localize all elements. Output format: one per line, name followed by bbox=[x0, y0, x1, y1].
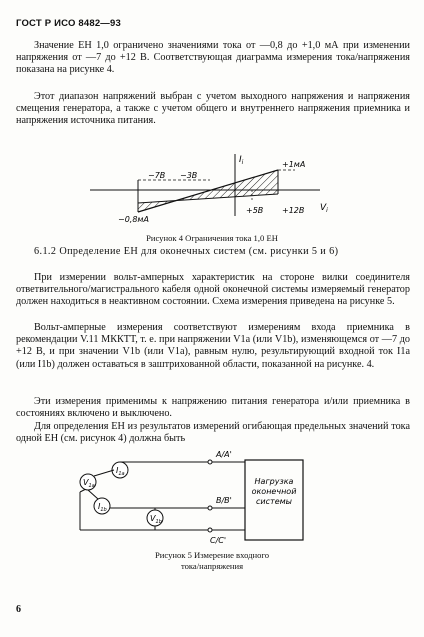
svg-text:V1a: $V_{1a}$ bbox=[83, 478, 95, 489]
document-header: ГОСТ Р ИСО 8482—93 bbox=[16, 18, 121, 29]
svg-text:V1b: $V_{1b}$ bbox=[150, 514, 162, 525]
minus-08ma-label: −0,8мА bbox=[118, 215, 149, 224]
page-number: 6 bbox=[16, 604, 21, 615]
svg-text:B/B': B/B' bbox=[216, 496, 232, 505]
paragraph-measurement-setup: При измерении вольт-амперных характеристик на стороне вилки соединителя ответвительного/магистрального кабеля одной оконечной системы измеряемый генератор должен находиться в неактивном состоянии. Схема измерения приведена на рисунке 5. bbox=[16, 272, 410, 308]
v-axis-label: $V_i$ bbox=[320, 203, 328, 214]
figure-4-current-limits bbox=[20, 150, 410, 240]
section-heading-6-1-2: 6.1.2 Определение EH для оконечных систем (см. рисунки 5 и 6) bbox=[34, 246, 339, 257]
plus-1ma-label: +1мА bbox=[282, 160, 306, 169]
svg-text:системы: системы bbox=[256, 497, 292, 506]
svg-text:C/C': C/C' bbox=[210, 536, 227, 545]
paragraph-applicability: Эти измерения применимы к напряжению питания генератора и/или приемника в состояниях включено и выключено. bbox=[16, 396, 410, 420]
svg-text:I1a: $I_{1a}$ bbox=[116, 466, 125, 477]
svg-text:A/A': A/A' bbox=[216, 450, 232, 459]
paragraph-va-measurements: Вольт-амперные измерения соответствуют измерениям входа приемника в рекомендации V.11 МККТТ, т. е. при напряжении V1a (или V1b), изменяющемся от —7 до +12 В, и при значении V1b (или V1a), равным нулю, результирующий входной ток I1a (или I1b) должен оставаться в заштрихованной области, показанной на рисунке. 4. bbox=[16, 322, 410, 370]
svg-text:оконечной: оконечной bbox=[251, 487, 297, 496]
paragraph-voltage-range: Этот диапазон напряжений выбран с учетом выходного напряжения и напряжения смещения генератора, а также с учетом общего и внутреннего напряжения приемника и напряжения источника питания. bbox=[16, 91, 410, 127]
paragraph-eh-envelope: Для определения EH из результатов измерений огибающая предельных значений тока одной EH (см. рисунок 4) должна быть bbox=[16, 421, 410, 445]
figure-4-caption: Рисунок 4 Ограничения тока 1,0 EH bbox=[146, 233, 278, 243]
minus-3v-label: −3В bbox=[180, 171, 198, 180]
minus-7v-label: −7В bbox=[148, 171, 166, 180]
svg-text:I1b: $I_{1b}$ bbox=[98, 502, 107, 513]
figure-5-circuit bbox=[60, 448, 320, 548]
figure-5-caption-line2: тока/напряжения bbox=[180, 561, 244, 571]
svg-text:Нагрузка: Нагрузка bbox=[254, 477, 294, 486]
plus-5v-label: +5В bbox=[246, 206, 264, 215]
figure-5-caption-line1: Рисунок 5 Измерение входного bbox=[155, 550, 269, 560]
paragraph-eh-limits: Значение EH 1,0 ограничено значениями тока от —0,8 до +1,0 мА при изменении напряжения от —7 до +12 В. Соответствующая диаграмма измерения тока/напряжения показана на рисунке 4. bbox=[16, 40, 410, 76]
plus-12v-label: +12В bbox=[282, 206, 305, 215]
i-axis-label: $I_i$ bbox=[239, 155, 244, 166]
